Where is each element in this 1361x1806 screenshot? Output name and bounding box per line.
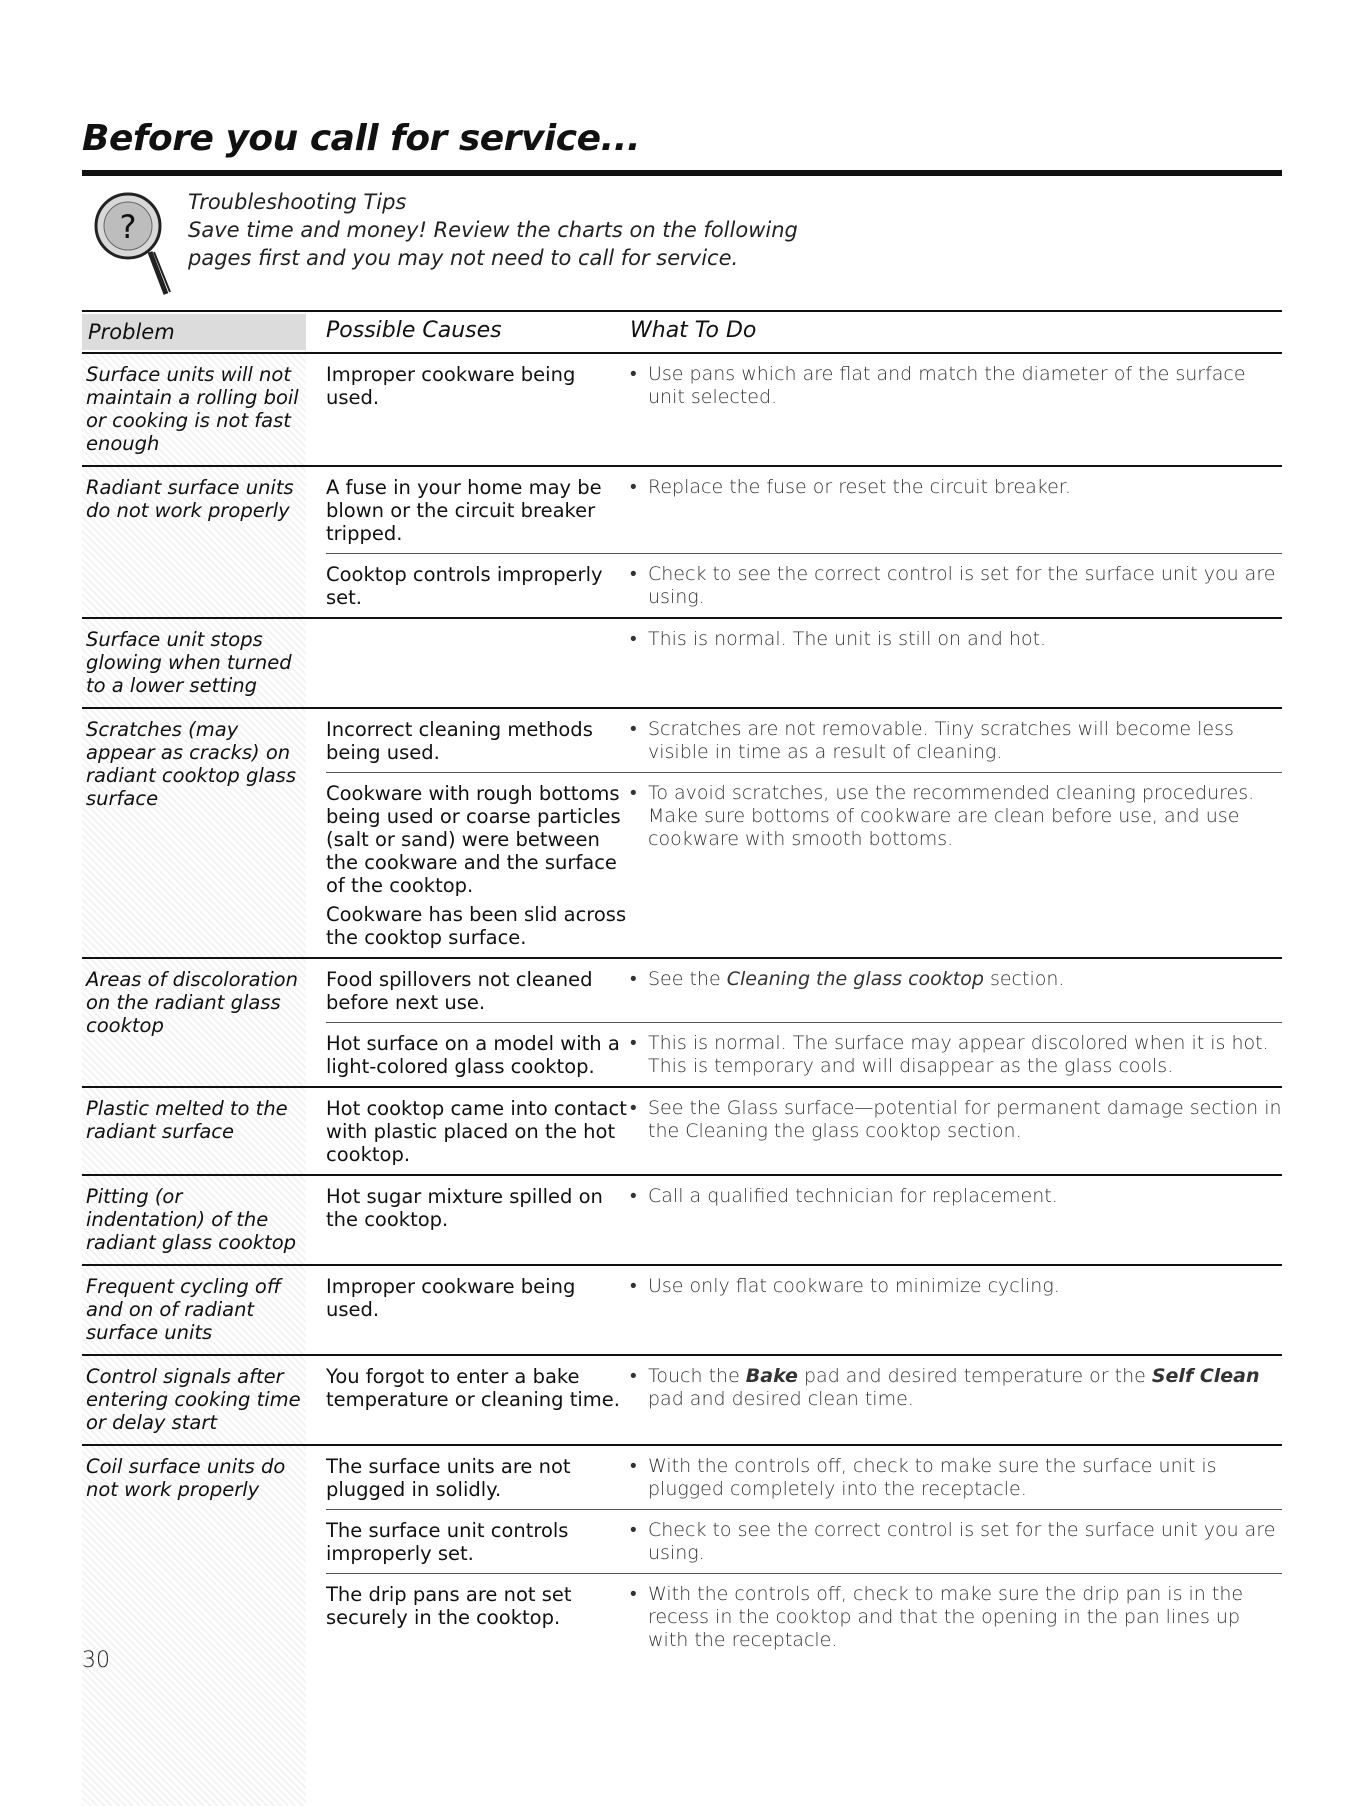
problem-cell: Coil surface units do not work properly [82,1446,306,1806]
problem-cell: Scratches (may appear as cracks) on radiant cooktop glass surface [82,709,306,957]
table-header [82,310,1282,354]
todo-cell: • This is normal. The unit is still on and hot. [630,628,1047,650]
cause-cell: Incorrect cleaning methods being used. [326,718,593,764]
cause-item [326,1266,1282,1329]
todo-cell: • Scratches are not removable. Tiny scratches will become less visible in time as a result of cleaning. [630,718,1234,763]
page-number: 30 [82,1648,110,1673]
tips-line: pages first and you may not need to call for service. [188,246,739,270]
todo-cell: • Check to see the correct control is set for the surface unit you are using. [630,1519,1276,1564]
cause-item [326,1088,1282,1174]
todo-cell: • With the controls off, check to make sure the drip pan is in the recess in the cooktop and that the opening in the pan lines up with the receptacle. [630,1583,1244,1651]
cause-cell: A fuse in your home may be blown or the circuit breaker tripped. [326,476,602,545]
problem-cell: Surface unit stops glowing when turned to a lower setting [82,619,306,707]
table-row [82,619,1282,709]
cause-text: Cookware has been slid across the cooktop surface. [326,903,627,949]
table-row [82,354,1282,467]
cause-cell: You forgot to enter a bake temperature or cleaning time. [326,1365,620,1411]
cause-item [326,467,1282,553]
todo-cell: • Touch the Bake pad and desired temperature or the Self Clean pad and desired clean time. [630,1365,1260,1410]
todo-cell: • Use only flat cookware to minimize cycling. [630,1275,1060,1297]
problem-cell: Surface units will not maintain a rolling boil or cooking is not fast enough [82,354,306,465]
cause-cell: Cooktop controls improperly set. [326,563,603,609]
cause-item [326,1509,1282,1573]
problem-cell: Pitting (or indentation) of the radiant glass cooktop [82,1176,306,1264]
todo-cell: • Replace the fuse or reset the circuit breaker. [630,476,1071,498]
cause-item [326,1176,1282,1239]
table-row [82,1088,1282,1176]
todo-cell: • See the Cleaning the glass cooktop section. [630,968,1065,990]
bake-pad-label: Bake [745,1365,798,1387]
cause-item [326,1356,1282,1419]
table-row [82,1266,1282,1356]
header-what-to-do: What To Do [630,318,757,343]
cause-item [326,772,1282,957]
cause-item [326,553,1282,617]
problem-cell: Frequent cycling off and on of radiant surface units [82,1266,306,1354]
table-row [82,1446,1282,1806]
cause-item [326,1573,1282,1660]
troubleshooting-table [82,310,1282,1806]
problem-cell: Control signals after entering cooking time or delay start [82,1356,306,1444]
cause-cell: Hot surface on a model with a light-colored glass cooktop. [326,1032,620,1078]
page-title: Before you call for service... [82,118,641,159]
problem-cell: Radiant surface units do not work properly [82,467,306,617]
todo-cell: • This is normal. The surface may appear discolored when it is hot. This is temporary and will disappear as the glass cools. [630,1032,1269,1077]
tips-line: Save time and money! Review the charts on the following [188,218,798,242]
cause-cell: Food spillovers not cleaned before next use. [326,968,593,1014]
header-possible-causes: Possible Causes [326,318,502,343]
table-row [82,467,1282,619]
cause-item [326,709,1282,772]
cause-cell: Hot cooktop came into contact with plastic placed on the hot cooktop. [326,1097,627,1166]
todo-cell: • Check to see the correct control is set for the surface unit you are using. [630,563,1276,608]
table-row [82,1176,1282,1266]
question-mark-magnifier-icon [92,188,172,308]
cause-cell: The surface units are not plugged in solidly. [326,1455,571,1501]
troubleshooting-tips [188,188,798,272]
todo-cell: • To avoid scratches, use the recommended cleaning procedures. Make sure bottoms of cookware are clean before use, and use cookware with smooth bottoms. [630,782,1255,850]
section-reference: Cleaning the glass cooktop [726,968,984,990]
cause-item [326,1022,1282,1086]
svg-text:?: ? [119,208,137,246]
todo-cell: • With the controls off, check to make sure the surface unit is plugged completely into the receptacle. [630,1455,1217,1500]
table-row [82,1356,1282,1446]
cause-cell [326,628,630,651]
problem-cell: Areas of discoloration on the radiant glass cooktop [82,959,306,1086]
cause-item [326,619,1282,659]
todo-cell: • Use pans which are flat and match the diameter of the surface unit selected. [630,363,1246,408]
problem-cell: Plastic melted to the radiant surface [82,1088,306,1174]
cause-cell: The drip pans are not set securely in the cooktop. [326,1583,572,1629]
cause-item [326,354,1282,417]
cause-cell: The surface unit controls improperly set. [326,1519,569,1565]
cause-item [326,1446,1282,1509]
cause-item [326,959,1282,1022]
cause-cell: Hot sugar mixture spilled on the cooktop. [326,1185,603,1231]
todo-cell: • Call a qualified technician for replacement. [630,1185,1058,1207]
cause-cell: Improper cookware being used. [326,363,576,409]
cause-cell [326,782,630,949]
table-row [82,709,1282,959]
tips-heading: Troubleshooting Tips [188,190,407,214]
self-clean-pad-label: Self Clean [1151,1365,1260,1387]
title-rule [82,170,1282,176]
cause-text: Cookware with rough bottoms being used or coarse particles (salt or sand) were between the cookware and the surface of the cooktop. [326,782,621,897]
table-row [82,959,1282,1088]
header-problem: Problem [82,314,306,350]
todo-cell: • See the Glass surface—potential for permanent damage section in the Cleaning the glass cooktop section. [630,1097,1282,1142]
cause-cell: Improper cookware being used. [326,1275,576,1321]
